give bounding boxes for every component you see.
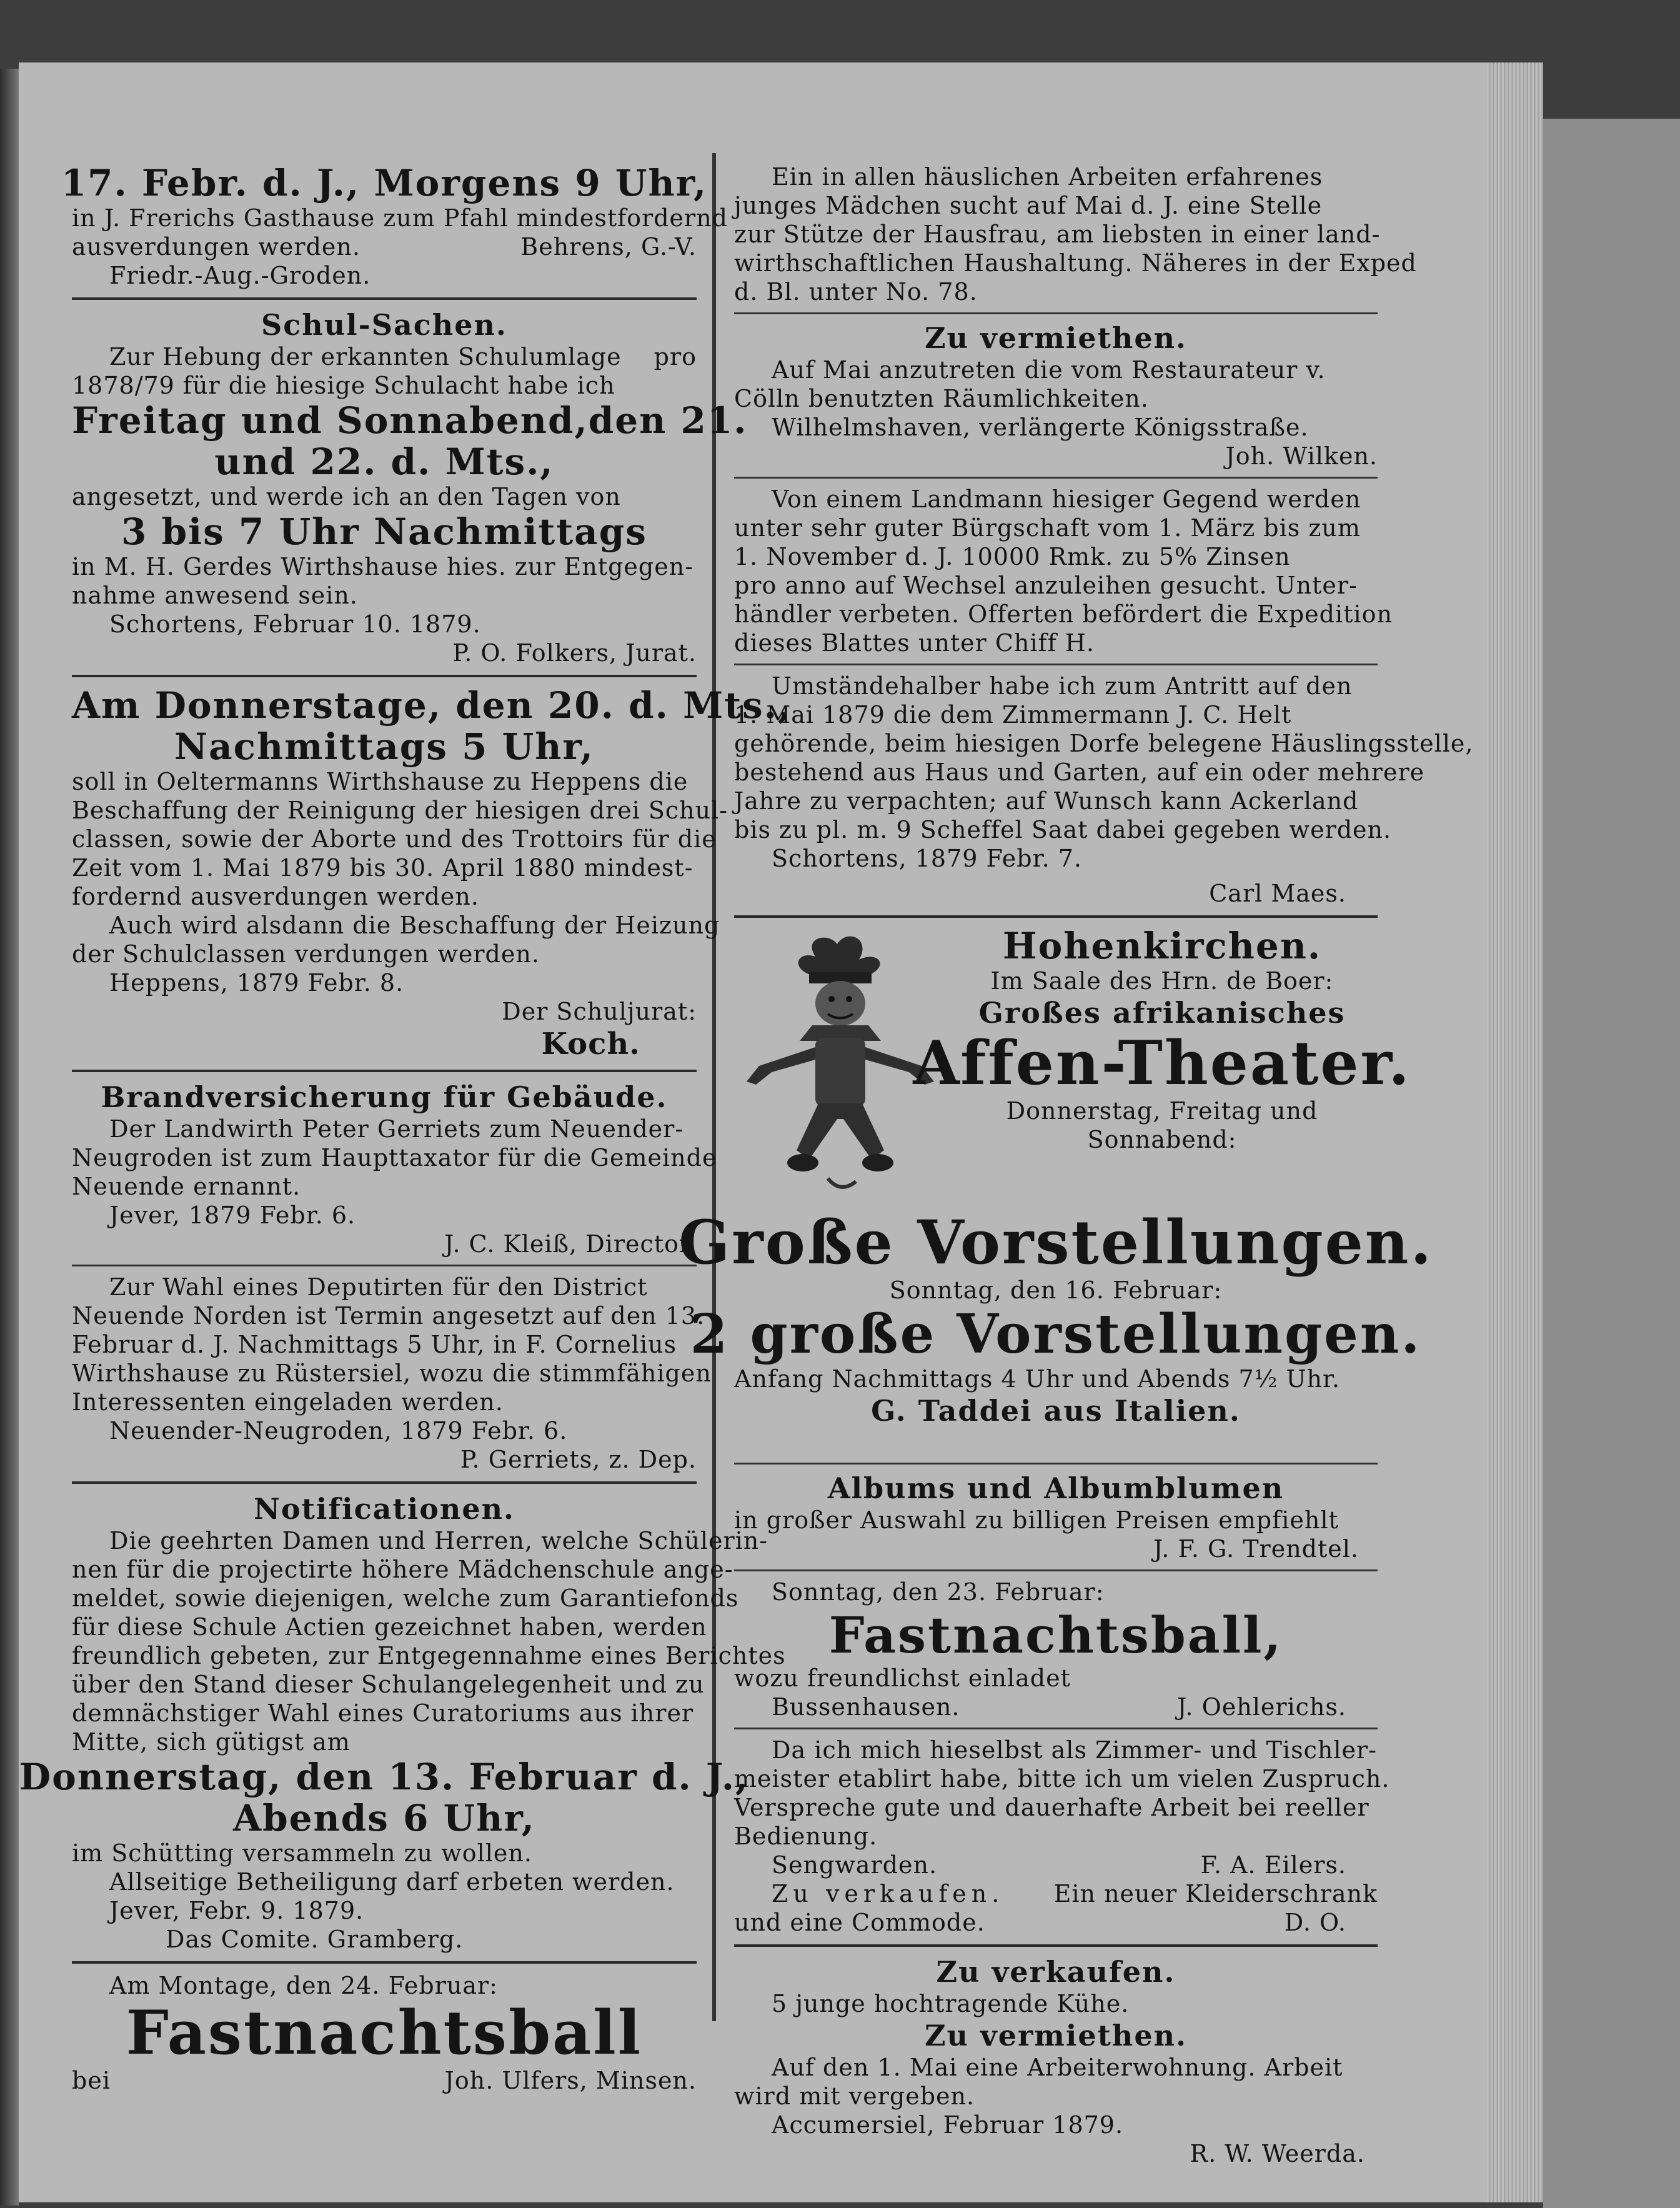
ad-title: Albums und Albumblumen [827,1471,1285,1505]
ad-text-line: Der Landwirth Peter Gerriets zum Neuender- [109,1115,684,1143]
ad-separator [72,1070,697,1072]
ad-text-line: Allseitige Betheiligung darf erbeten werden. [109,1868,675,1896]
ad-title: Zu vermiethen. [924,2019,1188,2052]
ad-separator [72,1265,697,1266]
ad-headline: Große Vorstellungen. [678,1207,1433,1278]
ad-place: Bussenhausen. [772,1693,960,1721]
ad-headline: Donnerstag, den 13. Februar d. J., [19,1756,750,1798]
ad-text-line: der Schulclassen verdungen werden. [72,940,540,968]
ad-notificationen [19,1491,786,1954]
ad-separator [734,1728,1378,1729]
ad-text-line: händler verbeten. Offerten befördert die Expedition [734,600,1393,628]
ad-deputirten-wahl [72,1273,712,1474]
ad-signature: F. A. Eilers. [1200,1851,1346,1879]
ad-text-line: Wirthshause zu Rüstersiel, wozu die stimmfähigen [72,1360,712,1387]
ad-text-line: Wilhelmshaven, verlängerte Königsstraße. [772,414,1309,441]
page-edge-left [0,69,19,2206]
ad-text-line: 5 junge hochtragende Kühe. [772,1990,1130,2017]
ad-text-line: pro [654,343,697,370]
ad-text-line: zur Stütze der Hausfrau, am liebsten in einer land- [734,221,1381,248]
ad-text-line: 1878/79 für die hiesige Schulacht habe ich [72,372,615,399]
ad-signature: D. O. [1284,1909,1346,1936]
ad-text-line: nahme anwesend sein. [72,582,358,609]
ad-text-line: Neuende ernannt. [72,1173,301,1200]
ad-text-line: Sonntag, den 23. Februar: [772,1578,1105,1606]
ad-text-line: Umständehalber habe ich zum Antritt auf den [772,672,1353,700]
ad-signature: J. F. G. Trendtel. [1153,1535,1359,1563]
ad-text-line: Auch wird alsdann die Beschaffung der Heizung [109,912,720,939]
ad-heppens-reinigung [72,684,792,1062]
ad-auction-groden [61,162,728,290]
ad-title: Zu verkaufen. [772,1880,1005,1907]
ad-signature: Koch. [541,1027,640,1062]
ad-signature: P. O. Folkers, Jurat. [452,639,697,667]
monkey-illustration [734,932,940,1200]
ad-title: Zu vermiethen. [924,321,1188,355]
ad-signature: J. C. Kleiß, Director. [444,1230,697,1258]
ad-text-line: Jahre zu verpachten; auf Wunsch kann Ackerland [734,787,1359,815]
ad-text-line: 1. November d. J. 10000 Rmk. zu 5% Zinsen [734,543,1291,570]
ad-text-line: bei [72,2067,111,2094]
ad-fastnachtsball-bussenhausen [734,1578,1378,1721]
ad-text-line: Im Saale des Hrn. de Boer: [990,967,1334,995]
ad-kleiderschrank [734,1879,1378,1937]
ad-separator [734,1569,1378,1571]
ad-text-line: Auf den 1. Mai eine Arbeiterwohnung. Arbeit [772,2054,1343,2081]
ad-title: Brandversicherung für Gebäude. [101,1080,668,1114]
ad-date: Accumersiel, Februar 1879. [772,2111,1124,2139]
ad-text-line: in M. H. Gerdes Wirthshause hies. zur Entgegen- [72,553,694,580]
ad-headline: 3 bis 7 Uhr Nachmittags [121,510,647,553]
ad-text-line: bis zu pl. m. 9 Scheffel Saat dabei gegeben werden. [734,816,1392,843]
ad-text-line: fordernd ausverdungen werden. [72,883,479,910]
ad-signature: P. Gerriets, z. Dep. [460,1446,697,1473]
ad-haeuslingsstelle [734,672,1474,908]
book-page-edges [1487,62,1543,2202]
ad-text-line: angesetzt, und werde ich an den Tagen von [72,483,621,510]
ad-separator [72,675,697,677]
ad-darlehen [734,485,1393,657]
ad-text-line: classen, sowie der Aborte und des Trottoirs für die [72,825,717,853]
ad-text-line: Anfang Nachmittags 4 Uhr und Abends 7½ Uhr. [734,1365,1341,1393]
right-column [678,94,1474,2168]
ad-title: Schul-Sachen. [261,308,507,342]
ad-albums [734,1471,1378,1563]
ad-text-line: Sonntag, den 16. Februar: [889,1276,1223,1304]
ad-text-line: Mitte, sich gütigst am [72,1728,350,1756]
ad-date: Jever, Febr. 9. 1879. [109,1897,364,1924]
ad-text-line: über den Stand dieser Schulangelegenheit und zu [72,1671,705,1698]
ad-fastnachtsball-minsen [72,1971,697,2095]
ad-text-line: Die geehrten Damen und Herren, welche Schülerin- [109,1527,768,1554]
ad-separator [734,477,1378,479]
ad-text-line: Zur Hebung der erkannten Schulumlage [109,343,622,370]
ad-signature-title: Der Schuljurat: [502,998,697,1025]
ad-separator [72,297,697,300]
ad-affen-theater [678,925,1433,1456]
ad-separator [734,915,1378,918]
ad-place: Friedr.-Aug.-Groden. [109,262,371,289]
ad-headline: Nachmittags 5 Uhr, [174,725,594,768]
ad-date: Schortens, 1879 Febr. 7. [772,845,1083,872]
ad-text-line: nen für die projectirte höhere Mädchenschule ange- [72,1556,733,1583]
ad-headline: 2 große Vorstellungen. [690,1303,1422,1366]
ad-headline: den 21. [588,399,748,442]
ad-text-line: Bedienung. [734,1823,878,1850]
ad-text-line: meister etablirt habe, bitte ich um vielen Zuspruch. [734,1765,1390,1793]
ad-text-line: und eine Commode. [734,1909,985,1936]
ad-text-line: Interessenten eingeladen werden. [72,1388,504,1416]
ad-text-line: wirthschaftlichen Haushaltung. Näheres in der Exped [734,249,1417,277]
left-column [19,94,792,2095]
ad-separator [72,1961,697,1964]
ad-signature: J. Oehlerichs. [1177,1693,1346,1721]
theater-heading-block [913,925,1411,1154]
ad-text-line: wozu freundlichst einladet [734,1664,1071,1692]
ad-separator [734,664,1378,665]
ad-headline: Abends 6 Uhr, [233,1797,535,1839]
ad-zu-vermiethen-koelln [734,321,1378,470]
ad-text-line: Neuende Norden ist Termin angesetzt auf den 13. [72,1302,705,1330]
ad-headline: Freitag und Sonnabend, [72,399,589,442]
ad-text-line: gehörende, beim hiesigen Dorfe belegene Häuslingsstelle, [734,730,1474,757]
ad-text-line: Neugroden ist zum Haupttaxator für die Gemeinde [72,1144,717,1171]
ad-text-line: Auf Mai anzutreten die vom Restaurateur v. [772,356,1326,384]
ad-date: Neuender-Neugroden, 1879 Febr. 6. [109,1417,568,1445]
ad-signature: Das Comite. Gramberg. [166,1926,464,1953]
ad-headline: 17. Febr. d. J., Morgens 9 Uhr, [61,162,708,204]
ad-maedchen-stelle [734,162,1417,306]
ad-text-line: Am Montage, den 24. Februar: [109,1972,498,1999]
ad-text-line: in großer Auswahl zu billigen Preisen empfiehlt [734,1506,1339,1534]
ad-separator [72,1481,697,1484]
ad-headline: Fastnachtsball, [828,1606,1283,1664]
ad-text-line: 1. Mai 1879 die dem Zimmermann J. C. Helt [734,701,1292,729]
ad-headline: Affen-Theater. [913,1028,1411,1098]
ad-date: Heppens, 1879 Febr. 8. [109,969,404,997]
ad-text-line: Von einem Landmann hiesiger Gegend werden [772,485,1361,513]
ad-separator [734,312,1378,314]
theater-performances [678,1207,1433,1428]
ad-schul-sachen [72,307,748,667]
ad-text-line: Zur Wahl eines Deputirten für den District [109,1273,648,1301]
ad-text-line: Ein neuer Kleiderschrank [1053,1880,1378,1907]
ad-text-line: in J. Frerichs Gasthause zum Pfahl mindestfordernd [72,204,728,232]
ad-headline: und 22. d. Mts., [214,440,554,483]
ad-headline: Fastnachtsball [126,1997,643,2068]
ad-signature: Behrens, G.-V. [520,233,697,261]
ad-text-line: freundlich gebeten, zur Entgegennahme eines Berichtes [72,1642,786,1669]
ad-text-line: Zeit vom 1. Mai 1879 bis 30. April 1880 mindest- [72,854,693,882]
ad-date: Jever, 1879 Febr. 6. [109,1201,356,1229]
ad-signature: Joh. Wilken. [1225,442,1378,470]
ad-text-line: dieses Blattes unter Chiff H. [734,629,1095,657]
ad-separator [734,1463,1378,1465]
ad-tischlermeister [734,1736,1390,1879]
ad-text-line: Ein in allen häuslichen Arbeiten erfahrenes [772,163,1323,191]
ad-text-line: Februar d. J. Nachmittags 5 Uhr, in F. Cornelius [72,1331,677,1358]
ad-headline: Am Donnerstage, den 20. d. Mts., [72,684,792,727]
ad-text-line: Beschaffung der Reinigung der hiesigen drei Schul- [72,797,728,824]
book-cover [1543,119,1680,2208]
ad-text-line: bestehend aus Haus und Garten, auf ein oder mehrere [734,758,1425,786]
ad-kuehe-arbeiterwohnung [734,1954,1378,2168]
ad-title: Zu verkaufen. [936,1955,1176,1989]
ad-text-line: meldet, sowie diejenigen, welche zum Garantiefonds [72,1584,739,1612]
ad-text-line: pro anno auf Wechsel anzuleihen gesucht. Unter- [734,572,1358,599]
ad-text-line: Da ich mich hieselbst als Zimmer- und Tischler- [772,1736,1377,1764]
ad-text-line: junges Mädchen sucht auf Mai d. J. eine Stelle [734,192,1323,219]
ad-text-line: soll in Oeltermanns Wirthshause zu Heppens die [72,768,688,795]
ad-place: Hohenkirchen. [1002,925,1322,967]
ad-date: Schortens, Februar 10. 1879. [109,610,481,638]
ad-separator [734,1944,1378,1947]
ad-text-line: d. Bl. unter No. 78. [734,278,978,306]
ad-text-line: für diese Schule Actien gezeichnet haben, werden [72,1613,707,1641]
ad-signature: Carl Maes. [1209,880,1346,907]
ad-text-line: Cölln benutzten Räumlichkeiten. [734,385,1149,412]
ad-text-line: unter sehr guter Bürgschaft vom 1. März bis zum [734,514,1361,542]
ad-text-line: ausverdungen werden. [72,233,360,261]
ad-text-line: demnächstiger Wahl eines Curatoriums aus ihrer [72,1699,694,1727]
ad-text-line: Verspreche gute und dauerhafte Arbeit bei reeller [734,1794,1369,1821]
ad-title: Notificationen. [253,1492,515,1526]
ad-text-line: Sonnabend: [1087,1126,1237,1153]
ad-place: Sengwarden. [772,1851,938,1879]
ad-signature: R. W. Weerda. [1190,2140,1365,2167]
ad-brandversicherung [72,1080,717,1258]
ad-text-line: im Schütting versammeln zu wollen. [72,1839,532,1867]
ad-signature: G. Taddei aus Italien. [871,1394,1241,1428]
ad-headline: Großes afrikanisches [978,996,1346,1030]
ad-signature: Joh. Ulfers, Minsen. [444,2067,697,2094]
ad-text-line: Donnerstag, Freitag und [1006,1097,1318,1125]
ad-text-line: wird mit vergeben. [734,2082,975,2110]
